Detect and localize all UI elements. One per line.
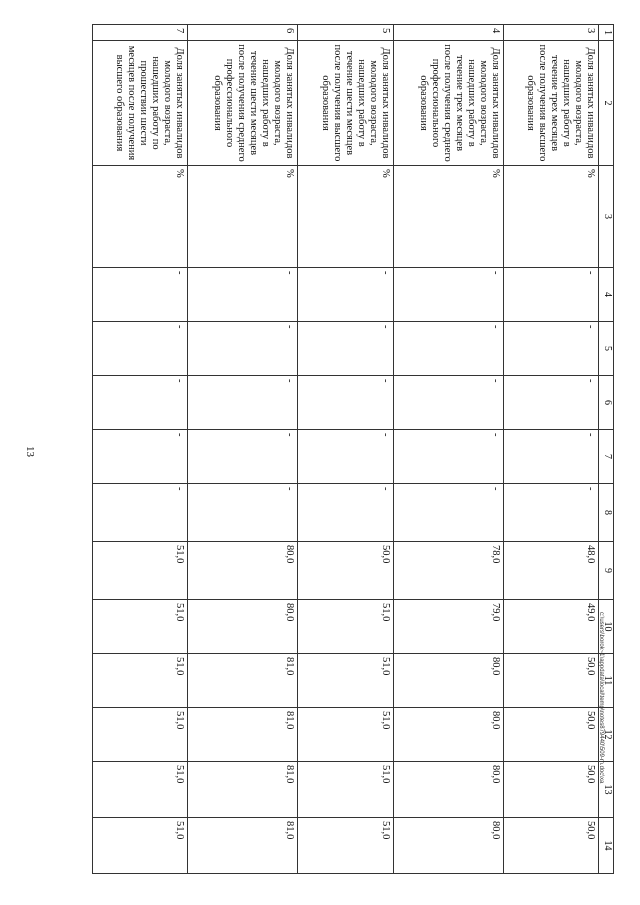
value-cell: - (503, 268, 598, 322)
row-number: 4 (393, 25, 503, 41)
value-cell: 81,0 (188, 762, 298, 818)
value-cell: - (393, 430, 503, 484)
value-cell: - (93, 430, 188, 484)
unit-cell: % (503, 166, 598, 268)
value-cell: 51,0 (298, 762, 393, 818)
value-cell: 50,0 (298, 542, 393, 600)
value-cell: 81,0 (188, 654, 298, 708)
value-cell: - (298, 268, 393, 322)
value-cell: 78,0 (393, 542, 503, 600)
unit-cell: % (188, 166, 298, 268)
value-cell: 80,0 (393, 762, 503, 818)
value-cell: 51,0 (298, 818, 393, 874)
table-row (188, 25, 298, 874)
table-row (93, 25, 188, 874)
value-cell: 80,0 (188, 542, 298, 600)
value-cell: 51,0 (93, 762, 188, 818)
row-number: 6 (188, 25, 298, 41)
col-header: 6 (599, 376, 614, 430)
row-number: 7 (93, 25, 188, 41)
value-cell: - (503, 484, 598, 542)
table-row (393, 25, 503, 874)
value-cell: - (188, 484, 298, 542)
value-cell: - (503, 376, 598, 430)
value-cell: - (93, 268, 188, 322)
value-cell: - (298, 430, 393, 484)
indicator-name: Доля занятых инвалидов молодого возраста, нашедших работу в течение трех месяцев после получения среднего профессионального образования (393, 41, 503, 166)
unit-cell: % (298, 166, 393, 268)
table-row (298, 25, 393, 874)
value-cell: 51,0 (93, 818, 188, 874)
value-cell: - (503, 430, 598, 484)
col-header: 1 (599, 25, 614, 41)
value-cell: 50,0 (503, 762, 598, 818)
value-cell: 51,0 (298, 600, 393, 654)
col-header: 3 (599, 166, 614, 268)
file-path-footer: c:\users\borok~1\appdata\local\temp\notes879440\509-m.doc\xa (598, 612, 604, 784)
col-header: 12 (599, 708, 614, 762)
rotated-table-container (92, 24, 614, 873)
indicator-name: Доля занятых инвалидов молодого возраста, нашедших работу в течение трех месяцев после получения высшего образования (503, 41, 598, 166)
value-cell: 81,0 (188, 818, 298, 874)
value-cell: 81,0 (188, 708, 298, 762)
value-cell: 50,0 (503, 654, 598, 708)
row-number: 5 (298, 25, 393, 41)
unit-cell: % (393, 166, 503, 268)
col-header: 2 (599, 41, 614, 166)
value-cell: - (393, 322, 503, 376)
value-cell: - (393, 484, 503, 542)
value-cell: 49,0 (503, 600, 598, 654)
value-cell: 51,0 (93, 654, 188, 708)
value-cell: - (188, 322, 298, 376)
col-header: 5 (599, 322, 614, 376)
value-cell: - (188, 430, 298, 484)
row-number: 3 (503, 25, 598, 41)
value-cell: 50,0 (503, 708, 598, 762)
value-cell: - (93, 376, 188, 430)
col-header: 7 (599, 430, 614, 484)
page-number: 13 (24, 446, 36, 457)
value-cell: 80,0 (393, 654, 503, 708)
value-cell: 51,0 (298, 708, 393, 762)
value-cell: - (188, 268, 298, 322)
col-header: 11 (599, 654, 614, 708)
unit-cell: % (93, 166, 188, 268)
value-cell: 80,0 (188, 600, 298, 654)
value-cell: - (93, 322, 188, 376)
indicator-name: Доля занятых инвалидов молодого возраста, нашедших работу в течение шести месяцев после получения среднего профессионального образования (188, 41, 298, 166)
indicators-table (92, 24, 614, 874)
value-cell: 80,0 (393, 708, 503, 762)
table-row (503, 25, 598, 874)
value-cell: - (188, 376, 298, 430)
col-header: 13 (599, 762, 614, 818)
value-cell: 48,0 (503, 542, 598, 600)
indicator-name: Доля занятых инвалидов молодого возраста, нашедших работу по прошествии шести месяцев после получения высшего образования (93, 41, 188, 166)
value-cell: - (93, 484, 188, 542)
value-cell: 50,0 (503, 818, 598, 874)
col-header: 10 (599, 600, 614, 654)
value-cell: - (393, 376, 503, 430)
col-header: 4 (599, 268, 614, 322)
value-cell: - (393, 268, 503, 322)
col-header: 14 (599, 818, 614, 874)
value-cell: - (298, 322, 393, 376)
value-cell: 79,0 (393, 600, 503, 654)
value-cell: - (298, 376, 393, 430)
value-cell: 51,0 (93, 542, 188, 600)
indicator-name: Доля занятых инвалидов молодого возраста, нашедших работу в течение шести месяцев после получения высшего образования (298, 41, 393, 166)
value-cell: - (503, 322, 598, 376)
value-cell: 51,0 (93, 600, 188, 654)
value-cell: 80,0 (393, 818, 503, 874)
value-cell: 51,0 (298, 654, 393, 708)
col-header: 8 (599, 484, 614, 542)
value-cell: - (298, 484, 393, 542)
value-cell: 51,0 (93, 708, 188, 762)
col-header: 9 (599, 542, 614, 600)
